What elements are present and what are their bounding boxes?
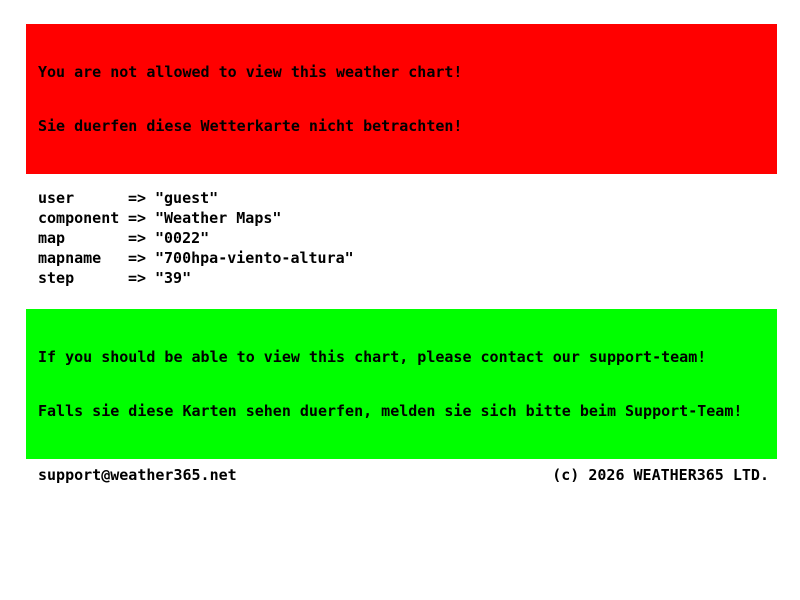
detail-key: map (38, 229, 66, 247)
detail-arrow: => (128, 209, 147, 227)
detail-key: step (38, 269, 75, 287)
detail-key: component (38, 209, 120, 227)
detail-row-user (38, 188, 777, 208)
detail-arrow: => (128, 189, 147, 207)
detail-arrow: => (128, 229, 147, 247)
detail-key: user (38, 189, 75, 207)
detail-key: mapname (38, 249, 102, 267)
detail-value: "guest" (155, 189, 219, 207)
copyright-text: (c) 2026 WEATHER365 LTD. (552, 466, 769, 484)
info-banner-line-en: If you should be able to view this chart, please contact our support-team! (38, 348, 707, 366)
detail-value: "700hpa-viento-altura" (155, 249, 354, 267)
detail-row-component (38, 208, 777, 228)
info-banner (26, 309, 777, 459)
detail-value: "Weather Maps" (155, 209, 282, 227)
detail-row-map (38, 228, 777, 248)
error-banner (26, 24, 777, 174)
detail-row-step (38, 268, 777, 288)
detail-arrow: => (128, 249, 147, 267)
error-banner-line-en: You are not allowed to view this weather chart! (38, 63, 463, 81)
detail-arrow: => (128, 269, 147, 287)
footer (26, 467, 777, 483)
error-banner-line-de: Sie duerfen diese Wetterkarte nicht betrachten! (38, 117, 463, 135)
detail-value: "39" (155, 269, 192, 287)
detail-value: "0022" (155, 229, 210, 247)
detail-row-mapname (38, 248, 777, 268)
request-details (38, 188, 777, 288)
info-banner-line-de: Falls sie diese Karten sehen duerfen, melden sie sich bitte beim Support-Team! (38, 402, 743, 420)
support-email: support@weather365.net (38, 466, 237, 484)
